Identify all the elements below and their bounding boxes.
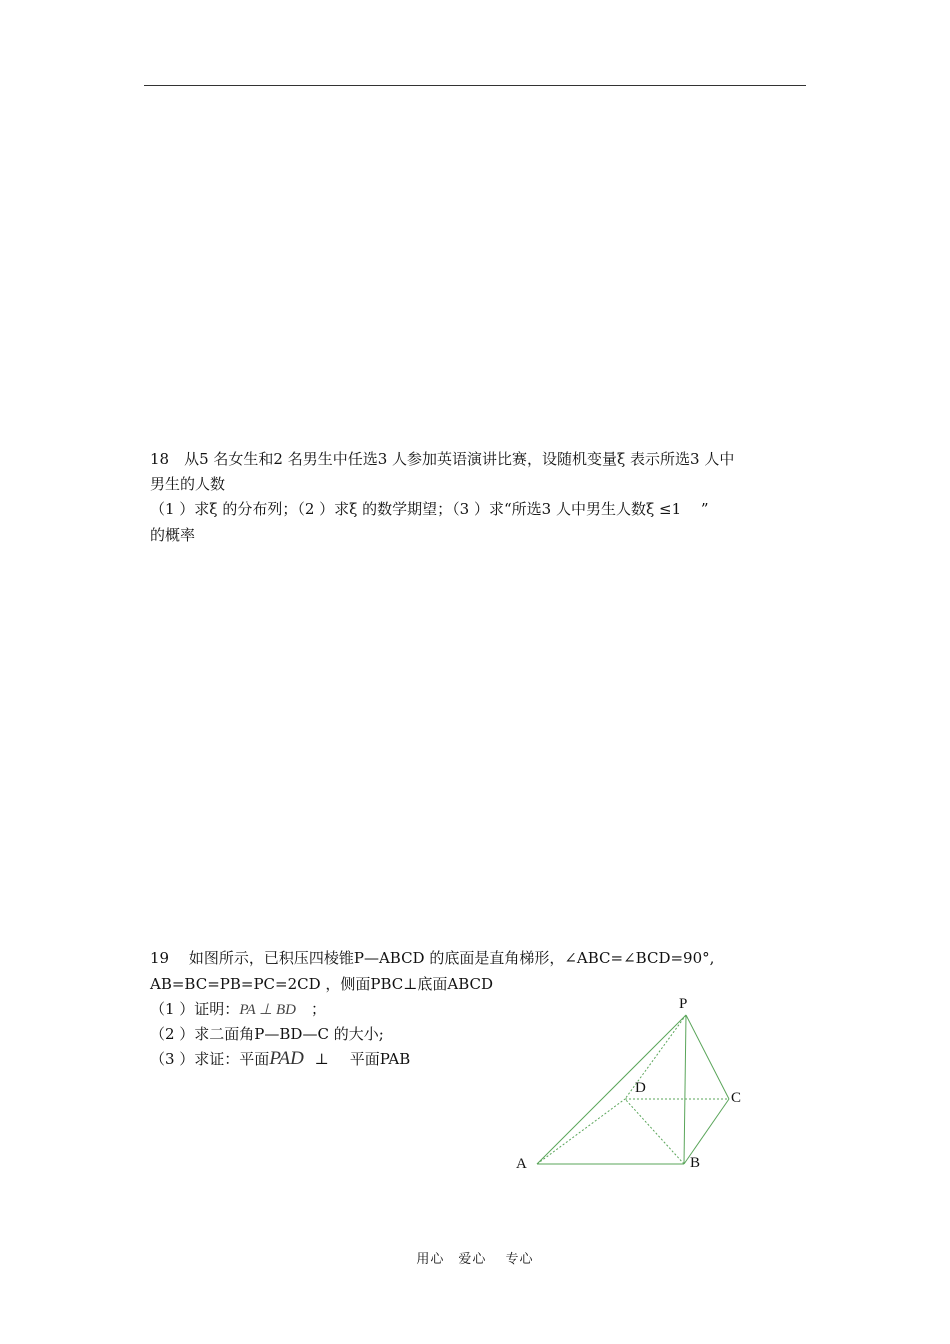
- edge-BD-hidden: [625, 1099, 684, 1164]
- q19-part-1-suffix: ；: [296, 1000, 327, 1018]
- q19-line-1: 19 如图所示，已积压四棱锥P—ABCD 的底面是直角梯形，∠ABC=∠BCD=90°,: [150, 949, 715, 967]
- q19-part-2: （2 ）求二面角P—BD—C 的大小;: [150, 1025, 384, 1043]
- label-D: D: [635, 1080, 646, 1096]
- q19-part-3-prefix: （3 ）求证：平面: [150, 1050, 270, 1068]
- q18-line-2: 男生的人数: [150, 475, 226, 493]
- q19-part-3-math: PAD: [269, 1048, 304, 1069]
- edge-AD-hidden: [537, 1099, 625, 1164]
- q18-line-3: （1 ）求ξ 的分布列；（2 ）求ξ 的数学期望；（3 ）求“所选3 人中男生人数ξ ≤1 ”: [150, 500, 709, 518]
- label-B: B: [690, 1155, 701, 1171]
- edge-PC: [686, 1015, 729, 1099]
- q19-part-3-perp: ⊥: [314, 1050, 329, 1068]
- q19-part-1-math: PA ⊥ BD: [239, 1002, 296, 1018]
- label-P: P: [679, 996, 688, 1012]
- label-C: C: [731, 1090, 742, 1106]
- edge-PB: [684, 1015, 686, 1164]
- q18-line-4: 的概率: [150, 526, 196, 544]
- q19-part-1-prefix: （1 ）证明：: [150, 1000, 240, 1018]
- q19-line-2: AB=BC=PB=PC=2CD ，侧面PBC⊥底面ABCD: [150, 975, 494, 993]
- edge-PA: [537, 1015, 686, 1164]
- q18-line-1: 18 从5 名女生和2 名男生中任选3 人参加英语演讲比赛，设随机变量ξ 表示所选3 人中: [150, 450, 735, 468]
- label-A: A: [516, 1156, 527, 1172]
- q19-part-3-suffix: 平面PAB: [334, 1050, 411, 1068]
- page-footer: 用心 爱心 专心: [416, 1252, 534, 1267]
